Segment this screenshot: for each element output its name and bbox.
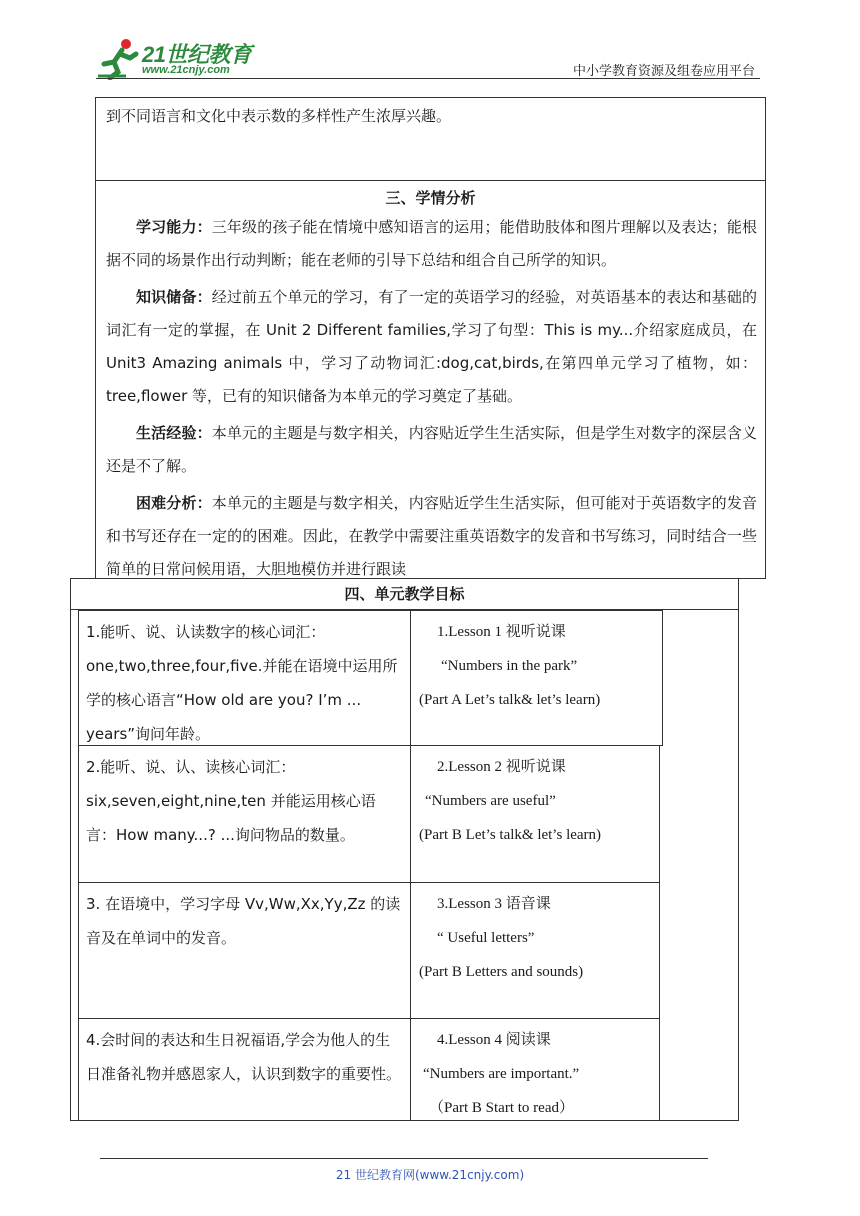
- goal-text: 2.能听、说、认、读核心词汇：six,seven,eight,nine,ten 并能运用核心语言：How many...? ...询问物品的数量。: [86, 758, 376, 844]
- goal-text: 1.能听、说、认读数字的核心词汇：one,two,three,four,five.并能在语境中运用所学的核心语言“How old are you? I’m ... years”询问年龄。: [86, 623, 398, 743]
- platform-name: 中小学教育资源及组卷应用平台: [572, 64, 755, 79]
- logo-text: 21世纪教育: [142, 42, 252, 67]
- lesson-topic: “Numbers are useful”: [425, 793, 556, 809]
- lesson-topic: “Numbers are important.”: [423, 1066, 580, 1082]
- lesson-cell: [410, 610, 663, 746]
- goal-text: 4.会时间的表达和生日祝福语,学会为他人的生日准备礼物并感恩家人，认识到数字的重要性。: [86, 1031, 402, 1083]
- lesson-part: (Part A Let’s talk& let’s learn): [419, 692, 601, 708]
- lesson-title: 2.Lesson 2 视听说课: [437, 759, 566, 775]
- lesson-cell: [410, 1018, 660, 1121]
- goal-text: 3. 在语境中，学习字母 Vv,Ww,Xx,Yy,Zz 的读音及在单词中的发音。: [86, 895, 401, 947]
- paragraph-label: 困难分析：: [136, 494, 212, 512]
- paragraph-label: 学习能力：: [136, 218, 212, 236]
- lesson-topic: “Numbers in the park”: [441, 658, 578, 674]
- lesson-cell: [410, 746, 660, 883]
- analysis-paragraph: [106, 281, 757, 413]
- lesson-cell: [410, 882, 660, 1019]
- lesson-part: （Part B Start to read）: [429, 1100, 574, 1116]
- goal-cell: [78, 746, 411, 883]
- lesson-title: 3.Lesson 3 语音课: [437, 896, 551, 912]
- header-divider: [96, 78, 760, 79]
- analysis-title: 三、学情分析: [385, 189, 476, 207]
- paragraph-text: 三年级的孩子能在情境中感知语言的运用；能借助肢体和图片理解以及表达；能根据不同的场景作出行动判断；能在老师的引导下总结和组合自己所学的知识。: [106, 218, 757, 269]
- lesson-part: (Part B Letters and sounds): [419, 964, 584, 980]
- site-logo: [96, 36, 266, 80]
- paragraph-text: 本单元的主题是与数字相关，内容贴近学生生活实际，但可能对于英语数字的发音和书写还存在一定的的困难。因此，在教学中需要注重英语数字的发音和书写练习，同时结合一些简单的日常问候用语，大胆地模仿并进行跟读: [106, 494, 757, 578]
- analysis-paragraph: [106, 417, 757, 483]
- footer-link[interactable]: 21 世纪教育网(www.21cnjy.com): [335, 1168, 525, 1182]
- lesson-part: (Part B Let’s talk& let’s learn): [419, 827, 602, 843]
- continuation-cell: [95, 97, 766, 181]
- analysis-paragraph: [106, 211, 757, 277]
- analysis-paragraph: [106, 487, 757, 586]
- continuation-text: 到不同语言和文化中表示数的多样性产生浓厚兴趣。: [106, 107, 452, 125]
- learner-analysis-cell: [95, 180, 766, 579]
- paragraph-label: 知识储备：: [136, 288, 212, 306]
- goal-cell: [78, 610, 411, 746]
- logo-url: www.21cnjy.com: [142, 64, 230, 76]
- analysis-body: [106, 211, 757, 586]
- goal-cell: [78, 1018, 411, 1121]
- paragraph-text: 经过前五个单元的学习，有了一定的英语学习的经验，对英语基本的表达和基础的词汇有一定的掌握，在 Unit 2 Different families,学习了句型：This is my...介绍家庭成员，在 Unit3 Amazing animals 中，学习了动物词汇:dog,cat,birds,在第四单元学习了植物，如：tree,flower 等，已有的知识储备为本单元的学习奠定了基础。: [106, 288, 757, 405]
- lesson-title: 1.Lesson 1 视听说课: [437, 624, 566, 640]
- footer-divider: [100, 1158, 708, 1159]
- paragraph-text: 本单元的主题是与数字相关，内容贴近学生生活实际，但是学生对数字的深层含义还是不了解。: [106, 424, 757, 475]
- objectives-title: 四、单元教学目标: [344, 585, 465, 603]
- lesson-topic: “ Useful letters”: [437, 930, 535, 946]
- objectives-header: [70, 578, 739, 610]
- paragraph-label: 生活经验：: [136, 424, 212, 442]
- runner-logo-icon: [96, 36, 142, 80]
- goal-cell: [78, 882, 411, 1019]
- lesson-title: 4.Lesson 4 阅读课: [437, 1032, 551, 1048]
